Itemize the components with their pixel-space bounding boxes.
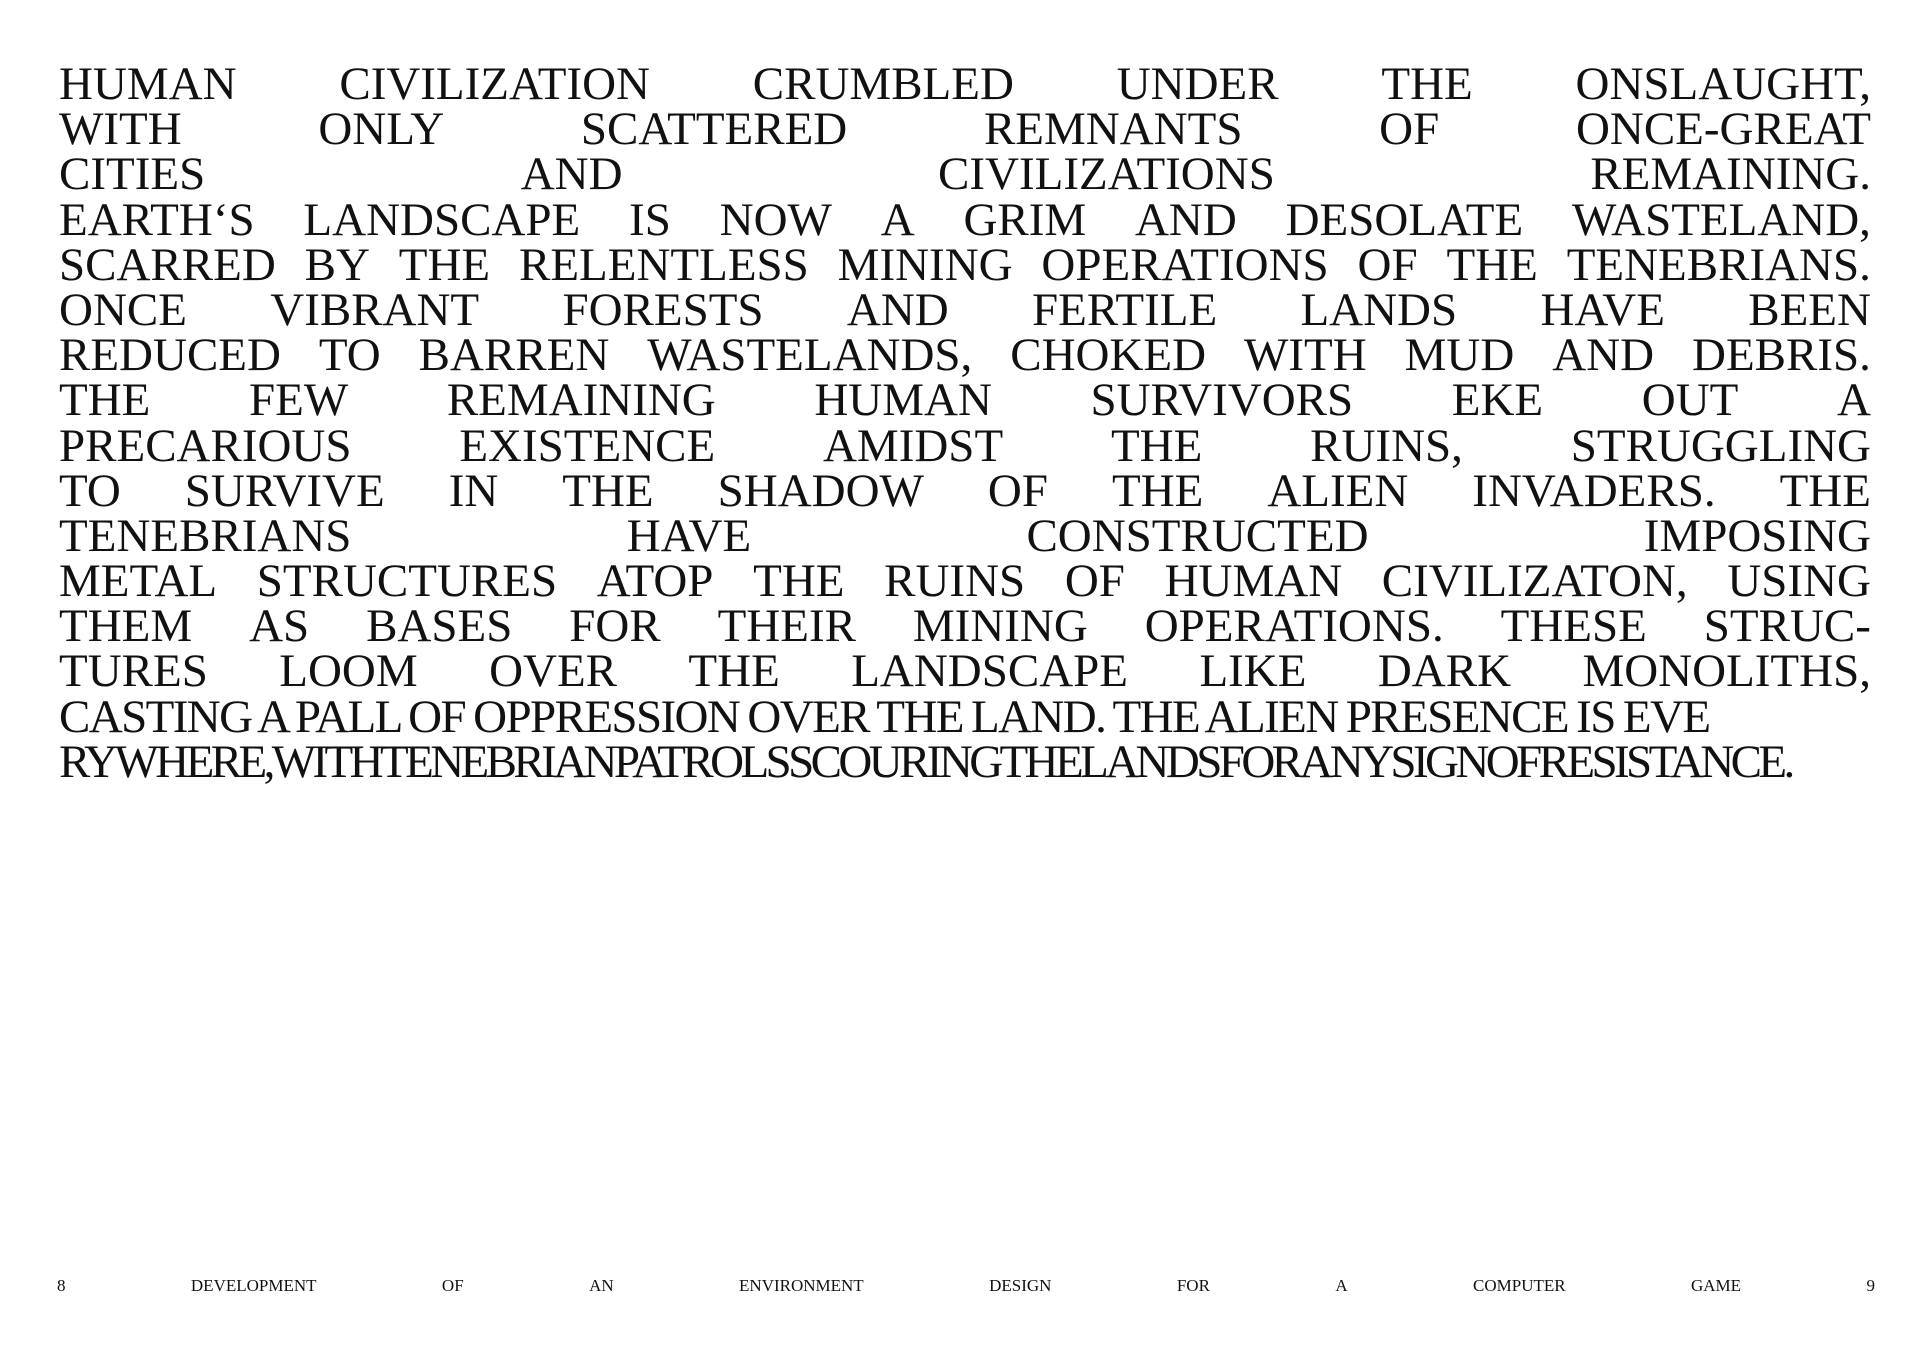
line-word: REMAINING. bbox=[1590, 152, 1871, 198]
line-word: ONCE-GREAT bbox=[1575, 107, 1871, 153]
line-word: MINING bbox=[912, 604, 1088, 650]
line-word: WASTELANDS, bbox=[647, 333, 973, 379]
line-word: TURES bbox=[59, 649, 208, 695]
line-word: AND bbox=[846, 287, 949, 334]
line-word: WITH bbox=[59, 107, 182, 153]
line-word: THEIR bbox=[717, 604, 856, 650]
line-word: BARREN bbox=[418, 333, 610, 379]
line-word: MUD bbox=[1404, 333, 1515, 379]
line-word: THE bbox=[562, 468, 654, 514]
line-word: DEBRIS. bbox=[1692, 333, 1871, 379]
text-line: RYWHERE,WITHTENEBRIANPATROLSSCOURINGTHELANDSFORANYSIGNOFRESISTANCE. bbox=[59, 739, 1792, 785]
line-word: TO bbox=[59, 468, 121, 514]
line-word: OF bbox=[1357, 242, 1418, 288]
line-word: RUINS, bbox=[1310, 423, 1463, 469]
line-word: MONOLITHS, bbox=[1582, 649, 1871, 695]
line-word: SURVIVE bbox=[184, 468, 385, 514]
line-word: LANDS bbox=[1300, 287, 1458, 334]
line-word: DESOLATE bbox=[1285, 197, 1524, 243]
line-word: BY bbox=[304, 242, 370, 288]
line-word: TO bbox=[318, 333, 381, 379]
text-line bbox=[59, 62, 1871, 107]
line-word: STRUC- bbox=[1703, 604, 1871, 650]
line-word: THE bbox=[1381, 62, 1473, 108]
text-line bbox=[59, 559, 1871, 604]
text-line bbox=[59, 243, 1871, 288]
footer-word: FOR bbox=[1176, 1276, 1210, 1295]
line-word: OPERATIONS. bbox=[1144, 604, 1444, 650]
line-word: EKE bbox=[1451, 378, 1544, 424]
line-word: RELENTLESS bbox=[518, 242, 809, 288]
line-word: STRUGGLING bbox=[1570, 423, 1871, 469]
line-word: HAVE bbox=[1540, 287, 1665, 334]
line-word: BASES bbox=[366, 604, 513, 650]
line-word: THEM bbox=[59, 604, 193, 650]
line-word: SHADOW bbox=[717, 468, 924, 514]
text-line bbox=[59, 514, 1871, 559]
line-word: OPERATIONS bbox=[1041, 242, 1329, 288]
text-line: CASTING A PALL OF OPPRESSION OVER THE LAND. THE ALIEN PRESENCE IS EVE bbox=[59, 694, 1710, 740]
line-word: ATOP bbox=[596, 559, 714, 605]
line-word: A bbox=[880, 197, 915, 243]
line-word: AS bbox=[249, 604, 310, 650]
line-word: SCARRED bbox=[59, 242, 276, 288]
line-word: THE bbox=[1110, 423, 1203, 469]
line-word: SCATTERED bbox=[580, 107, 848, 153]
line-word: TENEBRIANS. bbox=[1566, 242, 1871, 288]
text-line bbox=[59, 649, 1871, 694]
line-word: METAL bbox=[59, 559, 218, 605]
line-word: REMAINING bbox=[446, 378, 716, 424]
line-word: TENEBRIANS bbox=[59, 513, 352, 560]
line-word: OUT bbox=[1641, 378, 1739, 424]
line-word: HAVE bbox=[626, 513, 752, 560]
line-word: ONCE bbox=[59, 287, 187, 334]
line-word: OF bbox=[987, 468, 1048, 514]
line-word: BEEN bbox=[1748, 287, 1871, 334]
line-word: LOOM bbox=[279, 649, 418, 695]
line-word: HUMAN bbox=[59, 62, 237, 108]
line-word: AND bbox=[1134, 197, 1237, 243]
line-word: SURVIVORS bbox=[1090, 378, 1354, 424]
line-word: GRIM bbox=[963, 197, 1087, 243]
line-word: IMPOSING bbox=[1643, 513, 1871, 560]
text-line bbox=[59, 333, 1871, 378]
line-word: THE bbox=[688, 649, 780, 695]
text-line bbox=[59, 152, 1871, 197]
line-word: CRUMBLED bbox=[752, 62, 1014, 108]
line-word: OF bbox=[1064, 559, 1125, 605]
page-number-right: 9 bbox=[1866, 1276, 1875, 1295]
line-word: FEW bbox=[248, 378, 349, 424]
line-word: HUMAN bbox=[814, 378, 992, 424]
line-word: EXISTENCE bbox=[459, 423, 716, 469]
line-word: ONLY bbox=[318, 107, 445, 153]
line-word: CITIES bbox=[59, 152, 206, 198]
line-word: THE bbox=[1779, 468, 1871, 514]
footer-word: COMPUTER bbox=[1473, 1276, 1566, 1295]
line-word: CIVILIZATIONS bbox=[938, 152, 1275, 198]
line-word: IN bbox=[448, 468, 499, 514]
line-word: REDUCED bbox=[59, 333, 281, 379]
line-word: EARTH‘S bbox=[59, 197, 255, 243]
footer-word: DEVELOPMENT bbox=[190, 1276, 317, 1295]
line-word: AMIDST bbox=[822, 423, 1004, 469]
line-word: LIKE bbox=[1199, 649, 1307, 695]
line-word: DARK bbox=[1377, 649, 1512, 695]
line-word: CONSTRUCTED bbox=[1026, 513, 1369, 560]
line-word: UNDER bbox=[1116, 62, 1279, 108]
line-word: CIVILIZATION bbox=[339, 62, 650, 108]
body-text bbox=[59, 62, 1871, 785]
line-word: IS bbox=[629, 197, 671, 243]
footer-word: DESIGN bbox=[989, 1276, 1052, 1295]
line-word: ALIEN bbox=[1267, 468, 1409, 514]
text-line bbox=[59, 469, 1871, 514]
line-word: RUINS bbox=[884, 559, 1026, 605]
line-word: MINING bbox=[837, 242, 1013, 288]
line-word: AND bbox=[1552, 333, 1655, 379]
line-word: CHOKED bbox=[1010, 333, 1207, 379]
line-word: FORESTS bbox=[562, 287, 764, 334]
text-line bbox=[59, 198, 1871, 243]
line-word: VIBRANT bbox=[270, 287, 480, 334]
line-word: FOR bbox=[569, 604, 661, 650]
text-line bbox=[59, 378, 1871, 423]
text-line bbox=[59, 107, 1871, 152]
line-word: FERTILE bbox=[1032, 287, 1218, 334]
line-word: OF bbox=[1379, 107, 1440, 153]
text-line bbox=[59, 288, 1871, 333]
line-word: REMNANTS bbox=[983, 107, 1243, 153]
text-line bbox=[59, 604, 1871, 649]
line-word: THESE bbox=[1500, 604, 1647, 650]
line-word: CIVILIZATON, bbox=[1381, 559, 1688, 605]
line-word: PRECARIOUS bbox=[59, 423, 352, 469]
line-word: STRUCTURES bbox=[256, 559, 558, 605]
line-word: OVER bbox=[489, 649, 618, 695]
page-number-left: 8 bbox=[57, 1276, 66, 1295]
line-word: INVADERS. bbox=[1472, 468, 1716, 514]
line-word: AND bbox=[520, 152, 623, 198]
page-footer bbox=[57, 1276, 1875, 1296]
line-word: THE bbox=[59, 378, 151, 424]
line-word: USING bbox=[1727, 559, 1871, 605]
footer-word: ENVIRONMENT bbox=[739, 1276, 864, 1295]
line-word: THE bbox=[753, 559, 845, 605]
line-word: THE bbox=[398, 242, 491, 288]
line-word: A bbox=[1836, 378, 1871, 424]
footer-word: GAME bbox=[1691, 1276, 1742, 1295]
footer-word: AN bbox=[589, 1276, 614, 1295]
line-word: THE bbox=[1111, 468, 1204, 514]
footer-word: A bbox=[1335, 1276, 1348, 1295]
line-word: LANDSCAPE bbox=[851, 649, 1129, 695]
line-word: NOW bbox=[719, 197, 832, 243]
line-word: WASTELAND, bbox=[1571, 197, 1871, 243]
text-line bbox=[59, 424, 1871, 469]
line-word: HUMAN bbox=[1164, 559, 1343, 605]
footer-word: OF bbox=[441, 1276, 464, 1295]
line-word: ONSLAUGHT, bbox=[1575, 62, 1871, 108]
line-word: LANDSCAPE bbox=[303, 197, 581, 243]
line-word: WITH bbox=[1244, 333, 1367, 379]
line-word: THE bbox=[1446, 242, 1538, 288]
